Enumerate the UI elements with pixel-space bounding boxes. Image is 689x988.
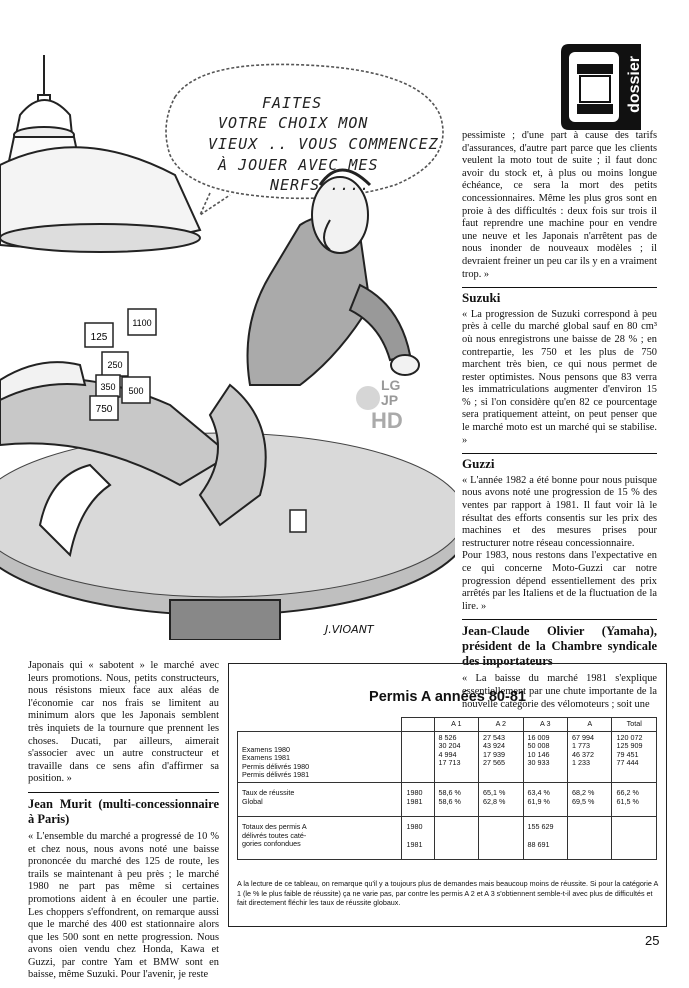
page-number: 25: [645, 933, 660, 948]
row-label: Permis délivrés 1980: [242, 761, 310, 771]
cell-value: 65,1 %: [483, 787, 506, 797]
cell-value: 61,5 %: [616, 796, 639, 806]
row-label: Examens 1981: [242, 753, 290, 763]
row-label: gories confondues: [242, 839, 301, 849]
bubble-line: NERFS ....: [270, 176, 371, 194]
cube-label: 500: [128, 386, 144, 396]
year-label: 1981: [406, 796, 423, 806]
cell-value: 77 444: [616, 758, 639, 768]
cell-value: 79 451: [616, 749, 639, 759]
cube-label: 750: [95, 404, 113, 415]
section-divider: [462, 619, 657, 620]
row-label: Taux de réussite: [242, 787, 295, 797]
paragraph: « La progression de Suzuki correspond à peu près à celle du marché global sauf en 80 cm³ où nous enregistrons une baisse de 28 % ; en contrepartie, les 750 et les plus de 750 marchent très bien, ce qui nous permet de rester optimistes. Nous pensons que 83 verra les immatriculations augmenter d'environ 15 % ; si l'on considère qu'en 82 ce pourcentage sera pratiquement atteint, on peut penser que le marché moto est un marché qui se stabilise. »: [462, 308, 657, 446]
year-label: 1981: [406, 839, 423, 849]
row-label: Permis délivrés 1981: [242, 770, 310, 780]
cube-label: 125: [90, 332, 108, 343]
table-header: A 2: [479, 718, 523, 732]
right-column: [462, 130, 657, 717]
table-header: Total: [612, 718, 657, 732]
watermark-text: JP: [381, 392, 399, 408]
cell-value: 1 773: [572, 741, 590, 751]
cell-value: 46 372: [572, 749, 594, 759]
cell-value: 50 008: [527, 741, 550, 751]
table-cell: [523, 731, 567, 782]
table-row-taux: [238, 782, 657, 816]
paragraph: « La baisse du marché 1981 s'explique essentiellement par une chute importante de la nouvelle catégorie des vélomoteurs ; soit une: [462, 673, 657, 710]
cube-label: 250: [107, 360, 123, 370]
left-column: [28, 660, 219, 988]
row-label: Global: [242, 796, 263, 806]
table-row-examens: [238, 731, 657, 782]
watermark-text: LG: [381, 377, 401, 393]
cell-value: 27 565: [483, 758, 506, 768]
cell-value: 43 924: [483, 741, 506, 751]
year-label: 1980: [406, 787, 423, 797]
artist-signature: J.VIOANT: [325, 623, 374, 636]
cell-value: 1 233: [572, 758, 590, 768]
paragraph: « L'ensemble du marché a progressé de 10 % et chez nous, nous avons noté une baisse prononcée du marché des 125 de route, les trails se maintenant à peu près ; le marché 1980 ne part pas même si certaines promotions aident à en écouler une partie. Les choppers s'effondrent, on remarque aussi que le marché des 400 est stationnaire alors que les 500 sont en nette progression. Nous avons oien vendu chez Honda, Kawa et Guzzi, par contre Yam et BMW sont en baisse, même Suzuki. Pour l'avenir, je reste: [28, 830, 219, 981]
cell-value: 58,6 %: [438, 787, 461, 797]
cube-label: 350: [100, 382, 116, 392]
row-label: délivrés toutes caté-: [242, 830, 307, 840]
dossier-section-icon: [547, 42, 647, 132]
dossier-label: dossier: [626, 56, 643, 113]
cell-value: 61,9 %: [527, 796, 550, 806]
cell-value: 155 629: [527, 822, 554, 832]
bubble-line: À JOUER AVEC MES: [218, 156, 379, 174]
table-cell: [479, 731, 523, 782]
section-heading: Suzuki: [462, 290, 501, 306]
table-cell: [568, 731, 612, 782]
table-cell: [612, 731, 657, 782]
cell-value: 63,4 %: [527, 787, 550, 797]
cell-value: 17 939: [483, 749, 506, 759]
paragraph: Pour 1983, nous restons dans l'expectative en ce qui concerne Moto-Guzzi car notre progression dépend essentiellement des prix arrêtés par les Italiens et de la fluctuation de la lire. »: [462, 550, 657, 612]
row-label: Examens 1980: [242, 744, 290, 754]
table-note: A la lecture de ce tableau, on remarque qu'il y a toujours plus de demandes mais beaucoup moins de réussite. Si pour la catégorie A 1 (le % le plus faible de réussite) ça ne varie pas, par contre les permis A 2 et A 3 s'obtiennent semble-t-il avec plus de difficultés et fait directement fléchir les taux de réussite globaux.: [237, 879, 658, 908]
cell-value: 88 691: [527, 839, 550, 849]
cell-value: 4 994: [438, 749, 457, 759]
table-header: A 1: [434, 718, 478, 732]
cell-value: 67 994: [572, 732, 594, 742]
table-header: A 3: [523, 718, 567, 732]
cartoon-illustration: [0, 55, 455, 640]
paragraph: « L'année 1982 a été bonne pour nous puisque nous avons noté une progression de 15 % des ventes par rapport à 1981. Il faut voir là le résultat des efforts consentis sur les prix des machines et des mesures prises pour restructurer notre réseau concessionnaire.: [462, 474, 657, 549]
table-header: A: [568, 718, 612, 732]
row-label: Totaux des permis A: [242, 822, 307, 832]
table-title: Permis A années 80-81: [369, 689, 526, 705]
section-heading: Jean Murit (multi-concessionnaire à Paris): [28, 796, 219, 826]
permis-table-box: [228, 663, 667, 927]
cell-value: 68,2 %: [572, 787, 595, 797]
permis-table: [237, 717, 657, 860]
paragraph: pessimiste ; d'une part à cause des tarifs d'assurances, d'autre part parce que les clients veulent la moto tout de suite ; il faut donc avoir du stock et, à plus ou moins longue échéance, ce sera la mort des petits concessionnaires. Même les plus gros sont en proie à des difficultés : deux fois sur trois il faut reprendre une machine pour en vendre une neuve et les Japonais n'arrêtent pas de nous inonder de nouveaux modèles ; il devraient freiner un peu car ils y en a vraiment trop. »: [462, 130, 657, 280]
cell-value: 58,6 %: [438, 796, 461, 806]
bubble-line: FAITES: [262, 94, 323, 112]
table-row-totaux: [238, 817, 657, 860]
table-cell: [434, 731, 478, 782]
section-heading: Guzzi: [462, 456, 495, 472]
table-header-row: [238, 718, 657, 732]
cell-value: 27 543: [483, 732, 506, 742]
cell-value: 30 204: [438, 741, 461, 751]
section-divider: [462, 287, 657, 288]
watermark-text: HD: [371, 408, 403, 433]
cell-value: 10 146: [527, 749, 550, 759]
cell-value: 66,2 %: [616, 787, 639, 797]
bubble-line: VIEUX .. VOUS COMMENCEZ: [208, 135, 439, 153]
bubble-line: VOTRE CHOIX MON: [218, 114, 369, 132]
cube-label: 1100: [132, 318, 152, 328]
cell-value: 120 072: [616, 732, 643, 742]
section-divider: [28, 792, 219, 793]
section-divider: [462, 453, 657, 454]
paragraph: Japonais qui « sabotent » le marché avec leurs promotions. Nous, petits constructeurs, nous résistons mieux face aux aléas de l'économie car nos frais se limitent au minimum alors que les Japonais semblent très inquiets de la tournure que prennent les choses. Ducati, par ailleurs, aimerait s'associer avec un autre constructeur et travaille dans ce sens afin d'affirmer sa position. »: [28, 660, 219, 785]
cell-value: 16 009: [527, 732, 550, 742]
cell-value: 125 909: [616, 741, 643, 751]
watermark: [353, 378, 413, 438]
year-label: 1980: [406, 822, 423, 832]
cell-value: 8 526: [438, 732, 457, 742]
cell-value: 69,5 %: [572, 796, 595, 806]
section-heading: Jean-Claude Olivier (Yamaha), président de la Chambre syndicale des importateurs: [462, 624, 657, 669]
cell-value: 17 713: [438, 758, 461, 768]
cell-value: 62,8 %: [483, 796, 506, 806]
cell-value: 30 933: [527, 758, 550, 768]
